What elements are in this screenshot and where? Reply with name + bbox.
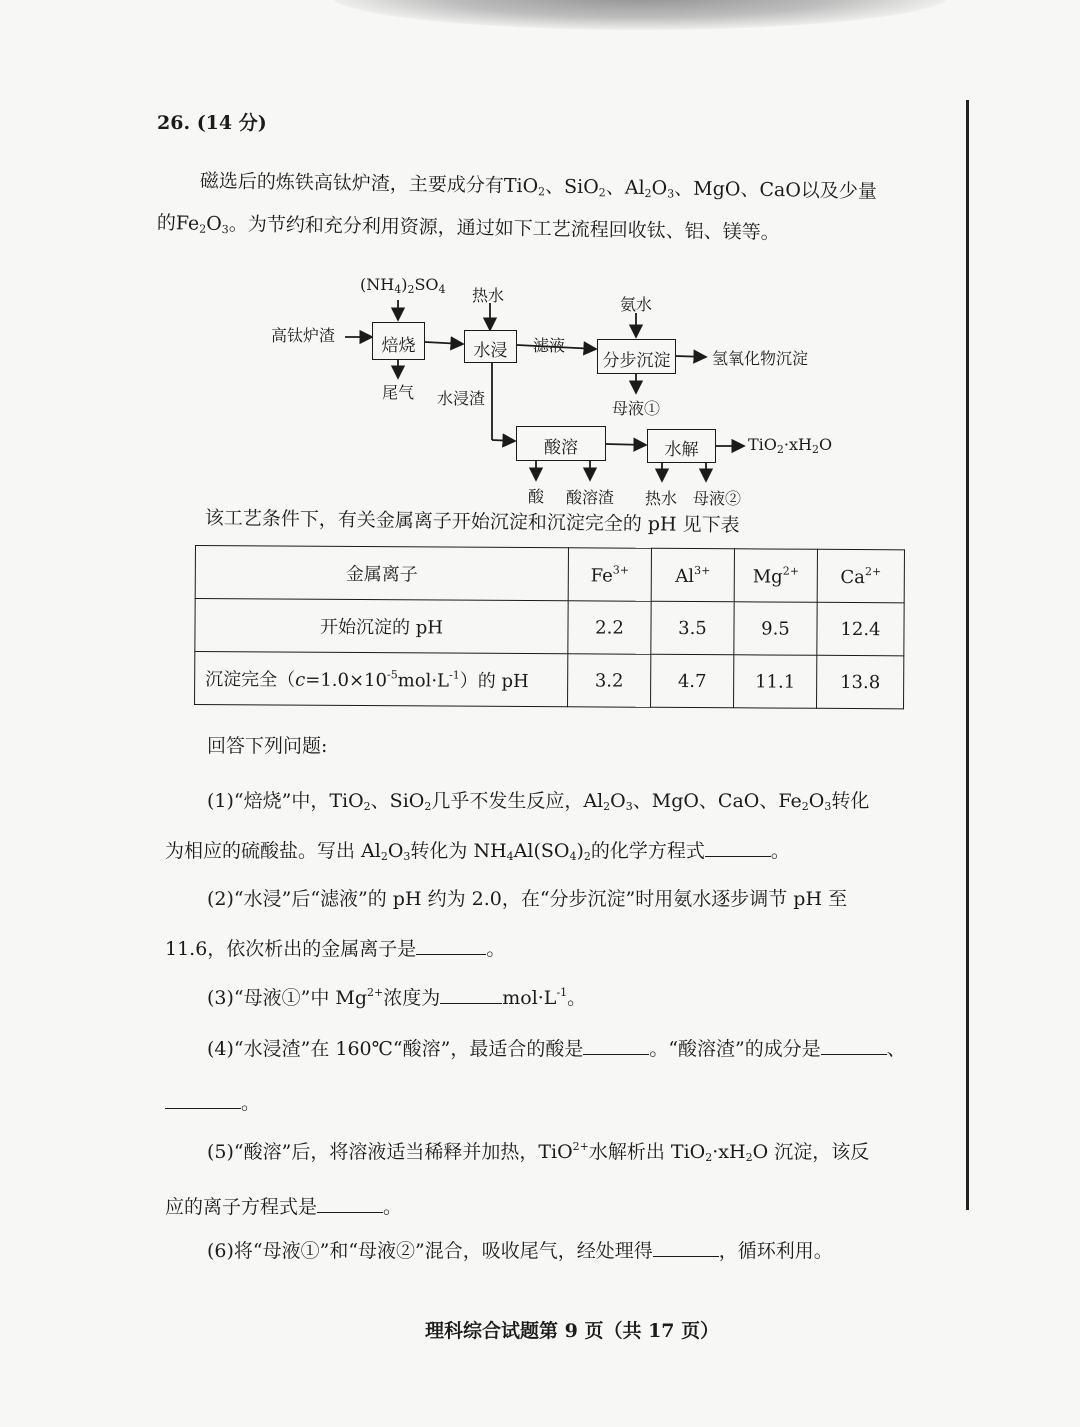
output-mother-liquor-2: 母液② bbox=[693, 489, 742, 508]
q1-line-2: 为相应的硫酸盐。写出 $Al_2O_3$转化为 $NH_4Al(SO_4)_2$的化学方程式 。 bbox=[165, 840, 790, 863]
table-cell: 2.2 bbox=[568, 601, 651, 655]
table-cell: 4.7 bbox=[651, 654, 734, 708]
table-header-row bbox=[195, 546, 904, 603]
reagent-ammonia: 氨水 bbox=[620, 295, 653, 314]
table-row bbox=[195, 599, 904, 656]
q2-line-1: (2)“水浸”后“滤液”的 pH 约为 2.0，在“分步沉淀”时用氨水逐步调节 pH 至 bbox=[207, 888, 848, 910]
label-acid: 酸 bbox=[528, 487, 545, 506]
ion-fe: $Fe^{3+}$ bbox=[568, 548, 651, 602]
table-row bbox=[195, 652, 904, 709]
answer-intro: 回答下列问题: bbox=[207, 735, 328, 757]
answer-blank[interactable] bbox=[583, 1036, 649, 1055]
process-box-acid-dissolve: 酸溶 bbox=[516, 426, 606, 461]
intro-line-1: 磁选后的炼铁高钛炉渣，主要成分有TiO$_2$、SiO$_2$、$Al_2O_3$、MgO、CaO以及少量 bbox=[199, 170, 878, 203]
question-number: 26. bbox=[157, 112, 191, 134]
ion-ca: $Ca^{2+}$ bbox=[817, 549, 904, 603]
answer-blank[interactable] bbox=[821, 1036, 887, 1055]
output-tail-gas: 尾气 bbox=[382, 383, 415, 402]
question-score: (14 分) bbox=[196, 112, 267, 134]
ion-al: $Al^{3+}$ bbox=[651, 548, 734, 602]
label-filtrate: 滤液 bbox=[533, 336, 566, 355]
table-header-label: 金属离子 bbox=[195, 546, 568, 601]
table-cell: 12.4 bbox=[817, 602, 904, 656]
table-caption: 该工艺条件下，有关金属离子开始沉淀和沉淀完全的 pH 见下表 bbox=[204, 507, 740, 537]
q1-line-1: (1)“焙烧”中，TiO$_2$、SiO$_2$几乎不发生反应，$Al_2O_3$、MgO、CaO、$Fe_2O_3$转化 bbox=[207, 790, 870, 813]
process-box-hydrolysis: 水解 bbox=[647, 429, 716, 463]
page-footer: 理科综合试题第 9 页（共 17 页） bbox=[425, 1320, 720, 1342]
ion-mg: $Mg^{2+}$ bbox=[734, 549, 817, 603]
table-cell: 3.2 bbox=[568, 654, 651, 708]
answer-blank[interactable] bbox=[705, 838, 771, 857]
output-hydroxide: 氢氧化物沉淀 bbox=[712, 349, 809, 368]
reagent-ammonium-sulfate: $(NH_4)_2SO_4$ bbox=[360, 275, 446, 296]
output-tio2-hydrate: $TiO_2\cdot xH_2O$ bbox=[748, 435, 833, 456]
reagent-hot-water: 热水 bbox=[472, 286, 505, 305]
process-box-leach: 水浸 bbox=[464, 330, 517, 363]
process-box-roast: 焙烧 bbox=[372, 322, 425, 360]
process-box-precipitation: 分步沉淀 bbox=[597, 339, 676, 374]
input-slag: 高钛炉渣 bbox=[271, 326, 336, 345]
row-label-complete-precip: 沉淀完全$(c=1.0\times 10^{-5}mol\cdot L^{-1})$的 pH bbox=[195, 652, 568, 707]
q4-line-1: (4)“水浸渣”在 160℃“酸溶”，最适合的酸是 。“酸溶渣”的成分是 、 bbox=[207, 1038, 906, 1060]
table-cell: 13.8 bbox=[817, 655, 904, 709]
intro-line-2: 的$Fe_2O_3$。为节约和充分利用资源，通过如下工艺流程回收钛、铝、镁等。 bbox=[156, 212, 780, 244]
q5-line-2: 应的离子方程式是 。 bbox=[165, 1196, 403, 1218]
output-acid-residue: 酸溶渣 bbox=[566, 488, 615, 507]
answer-blank[interactable] bbox=[317, 1194, 383, 1213]
q2-line-2: 11.6，依次析出的金属离子是 。 bbox=[165, 938, 506, 960]
q5-line-1: (5)“酸溶”后，将溶液适当稀释并加热，TiO$^{2+}$水解析出 $TiO_2\cdot xH_2O$ 沉淀，该反 bbox=[207, 1140, 870, 1164]
answer-blank[interactable] bbox=[165, 1090, 241, 1109]
answer-blank[interactable] bbox=[416, 936, 486, 955]
answer-blank[interactable] bbox=[653, 1238, 719, 1257]
ph-table bbox=[194, 545, 905, 709]
label-water-residue: 水浸渣 bbox=[437, 389, 486, 408]
q4-line-2: 。 bbox=[165, 1090, 260, 1115]
table-cell: 3.5 bbox=[651, 601, 734, 655]
q3-line: (3)“母液①”中 $Mg^{2+}$浓度为 $mol\cdot L^{-1}$。 bbox=[207, 986, 587, 1009]
label-hot-water-2: 热水 bbox=[645, 489, 678, 508]
answer-blank[interactable] bbox=[440, 985, 502, 1004]
table-cell: 9.5 bbox=[734, 602, 817, 656]
q6-line: (6)将“母液①”和“母液②”混合，吸收尾气，经处理得 ，循环利用。 bbox=[207, 1240, 833, 1262]
row-label-start-precip: 开始沉淀的 pH bbox=[195, 599, 568, 654]
output-mother-liquor-1: 母液① bbox=[612, 399, 661, 418]
table-cell: 11.1 bbox=[734, 655, 817, 709]
